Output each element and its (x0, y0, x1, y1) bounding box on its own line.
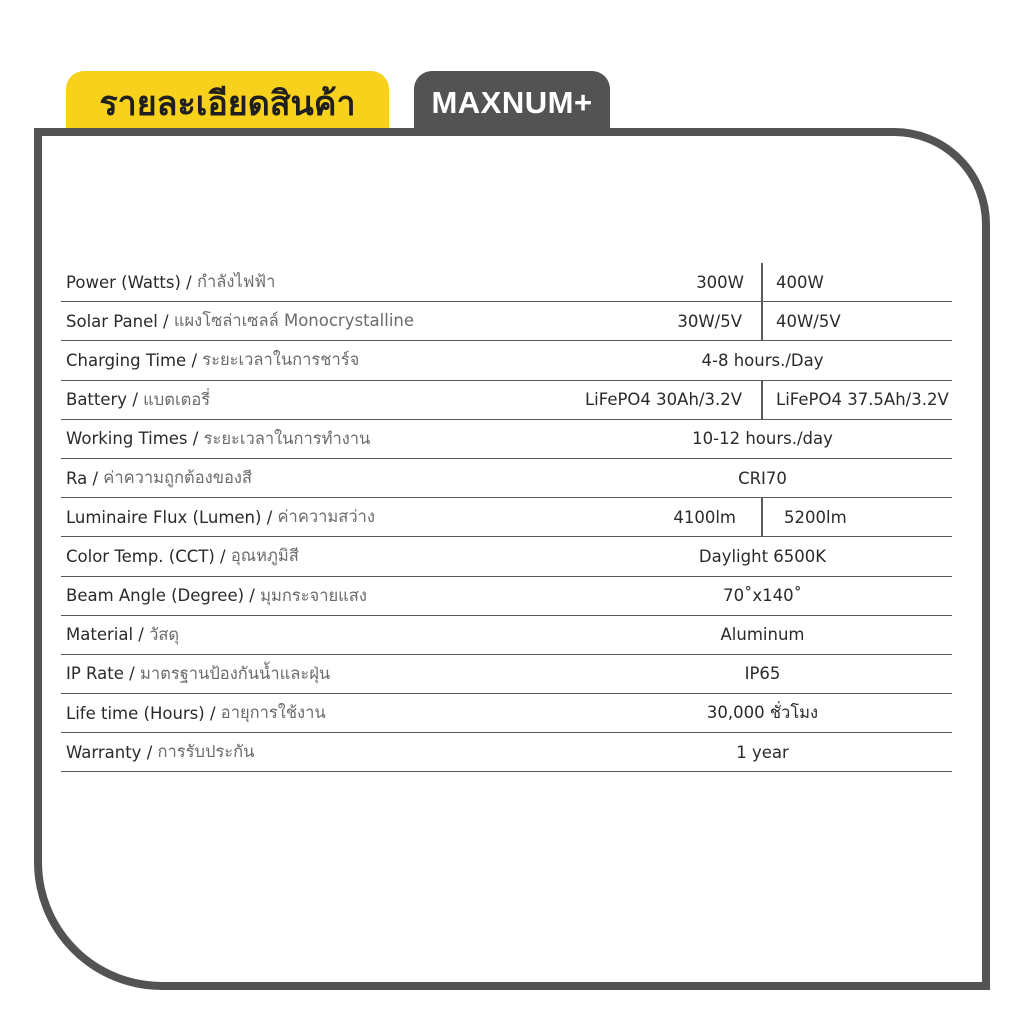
spec-label: Solar Panel / แผงโซล่าเซลล์ Monocrystalline (66, 302, 414, 340)
spec-label-en: Warranty (66, 742, 142, 762)
column-divider (761, 263, 763, 301)
spec-label: IP Rate / มาตรฐานป้องกันน้ำและฝุ่น (66, 655, 330, 693)
spec-label-th: ค่าความสว่าง (277, 507, 375, 527)
spec-label-en: Life time (Hours) (66, 703, 205, 723)
spec-label-en: Power (Watts) (66, 272, 181, 292)
spec-label-en: IP Rate (66, 664, 124, 684)
spec-label-en: Solar Panel (66, 311, 158, 331)
spec-value-model-a: LiFePO4 30Ah/3.2V (584, 390, 742, 410)
spec-row (61, 302, 952, 341)
spec-label-en: Beam Angle (Degree) (66, 586, 245, 606)
spec-label: Power (Watts) / กำลังไฟฟ้า (66, 263, 275, 301)
spec-row (61, 616, 952, 655)
column-divider (761, 381, 763, 419)
spec-value-model-a: 4100lm (673, 507, 736, 527)
spec-label: Ra / ค่าความถูกต้องของสี (66, 459, 252, 497)
spec-label: Life time (Hours) / อายุการใช้งาน (66, 694, 326, 732)
spec-label: Luminaire Flux (Lumen) / ค่าความสว่าง (66, 498, 375, 536)
spec-row (61, 498, 952, 537)
column-divider (761, 498, 763, 536)
spec-label-th: มาตรฐานป้องกันน้ำและฝุ่น (139, 663, 331, 683)
spec-row (61, 420, 952, 459)
spec-row (61, 381, 952, 420)
spec-value: IP65 (744, 664, 781, 684)
spec-label: Beam Angle (Degree) / มุมกระจายแสง (66, 577, 367, 615)
spec-value-model-b: 40W/5V (776, 311, 841, 331)
spec-value: 4-8 hours./Day (701, 350, 824, 370)
spec-row (61, 655, 952, 694)
section-title-tab (66, 71, 389, 135)
spec-label: Working Times / ระยะเวลาในการทำงาน (66, 420, 370, 458)
spec-label-en: Battery (66, 390, 128, 410)
spec-value: Daylight 6500K (698, 546, 827, 566)
spec-row (61, 263, 952, 302)
spec-label: Color Temp. (CCT) / อุณหภูมิสี (66, 537, 299, 575)
spec-value-model-a: 30W/5V (677, 311, 742, 331)
spec-label-th: แผงโซล่าเซลล์ Monocrystalline (173, 311, 415, 331)
spec-value-model-b: LiFePO4 37.5Ah/3.2V (776, 390, 949, 410)
spec-label-en: Ra (66, 468, 88, 488)
section-title: รายละเอียดสินค้า (99, 84, 356, 124)
spec-label-th: ค่าความถูกต้องของสี (103, 468, 253, 488)
spec-row (61, 341, 952, 380)
spec-row (61, 459, 952, 498)
spec-label-th: มุมกระจายแสง (260, 585, 367, 605)
spec-value-model-a: 300W (696, 272, 744, 292)
spec-label-en: Charging Time (66, 350, 187, 370)
spec-value-model-b: 5200lm (784, 507, 847, 527)
spec-value: Aluminum (720, 625, 805, 645)
spec-label-th: อุณหภูมิสี (230, 546, 299, 566)
spec-label-en: Color Temp. (CCT) (66, 546, 215, 566)
spec-label-th: อายุการใช้งาน (220, 703, 326, 723)
spec-value: 1 year (736, 742, 789, 762)
model-name: MAXNUM+ (431, 85, 593, 120)
spec-label-en: Material (66, 625, 134, 645)
spec-row (61, 537, 952, 576)
spec-value: 30,000 ชั่วโมง (706, 703, 819, 723)
spec-label: Warranty / การรับประกัน (66, 733, 254, 771)
spec-value: 10-12 hours./day (692, 429, 833, 449)
model-name-tab (414, 71, 610, 135)
spec-label: Charging Time / ระยะเวลาในการชาร์จ (66, 341, 359, 379)
spec-value: 70˚x140˚ (723, 586, 802, 606)
spec-label-th: การรับประกัน (157, 742, 255, 762)
spec-row (61, 694, 952, 733)
spec-label-th: วัสดุ (149, 624, 180, 644)
spec-value-model-b: 400W (776, 272, 824, 292)
spec-value: CRI70 (738, 468, 787, 488)
spec-label-th: กำลังไฟฟ้า (196, 272, 276, 292)
column-divider (761, 302, 763, 340)
spec-label-th: แบตเตอรี่ (143, 389, 211, 409)
spec-table (61, 263, 952, 772)
spec-row (61, 733, 952, 772)
spec-label-th: ระยะเวลาในการทำงาน (203, 428, 371, 448)
spec-label: Material / วัสดุ (66, 616, 179, 654)
spec-label-en: Working Times (66, 429, 188, 449)
spec-row (61, 577, 952, 616)
spec-label-th: ระยะเวลาในการชาร์จ (202, 350, 360, 370)
spec-label: Battery / แบตเตอรี่ (66, 381, 210, 419)
spec-label-en: Luminaire Flux (Lumen) (66, 507, 262, 527)
